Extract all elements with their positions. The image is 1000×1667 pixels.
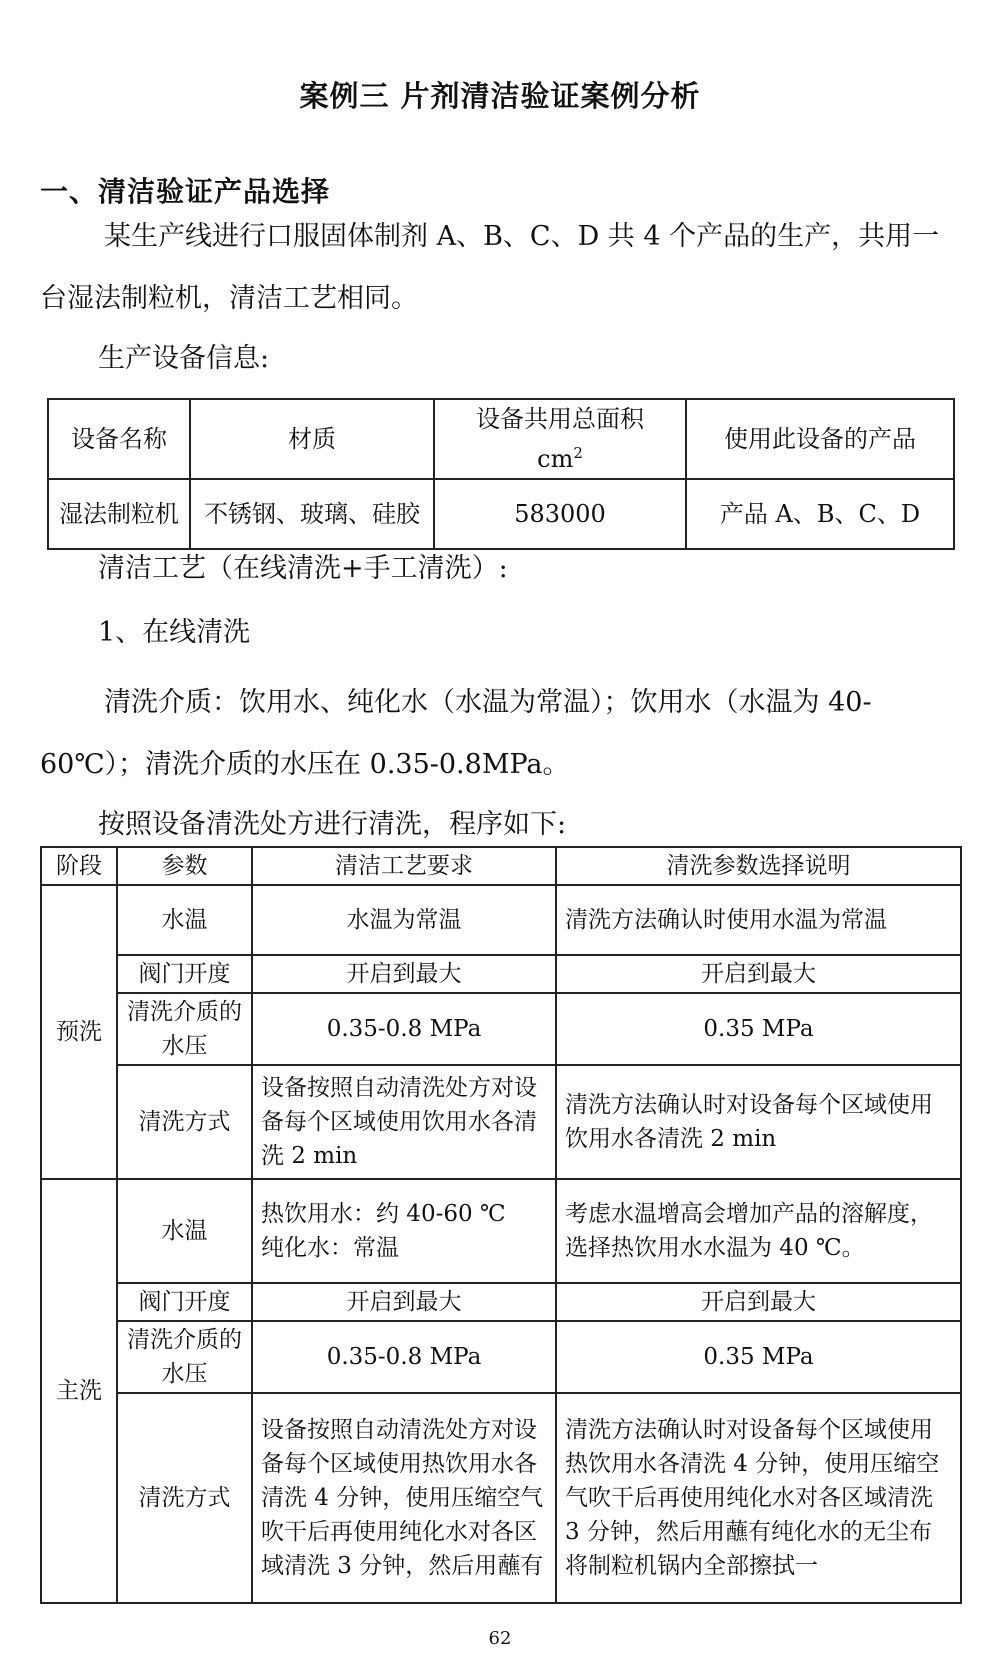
table-row	[41, 1393, 961, 1603]
requirement-cell: 设备按照自动清洗处方对设备每个区域使用热饮用水各清洗 4 分钟，使用压缩空气吹干后再使用纯化水对各区域清洗 3 分钟，然后用蘸有	[252, 1393, 556, 1603]
param-cell: 清洗介质的水压	[117, 993, 252, 1065]
stage-cell: 主洗	[41, 1179, 117, 1603]
process-label: 清洁工艺（在线清洗+手工清洗）:	[98, 553, 508, 584]
param-cell: 水温	[117, 885, 252, 955]
explanation-cell: 清洗方法确认时对设备每个区域使用饮用水各清洗 2 min	[556, 1065, 961, 1179]
table-header-row	[41, 847, 961, 885]
table-row	[48, 479, 954, 549]
page-number: 62	[488, 1628, 512, 1649]
area-cell: 583000	[434, 479, 686, 549]
param-cell: 清洗方式	[117, 1393, 252, 1603]
header-cell: 阶段	[41, 847, 117, 885]
header-cell: 使用此设备的产品	[686, 399, 954, 479]
section-heading: 一、清洁验证产品选择	[40, 175, 331, 208]
area-unit: $cm^2$	[537, 444, 583, 473]
material-cell: 不锈钢、玻璃、硅胶	[190, 479, 434, 549]
explanation-cell: 开启到最大	[556, 1283, 961, 1321]
header-cell	[434, 399, 686, 479]
requirement-cell: 水温为常温	[252, 885, 556, 955]
requirement-cell: 0.35-0.8 MPa	[252, 1321, 556, 1393]
program-intro: 按照设备清洗处方进行清洗，程序如下:	[98, 809, 567, 840]
header-cell: 材质	[190, 399, 434, 479]
equipment-table	[47, 398, 955, 550]
table-row	[41, 955, 961, 993]
explanation-cell: 0.35 MPa	[556, 993, 961, 1065]
header-cell: 清洗参数选择说明	[556, 847, 961, 885]
table-row	[41, 1321, 961, 1393]
process-table	[40, 846, 962, 1604]
table-row	[41, 1179, 961, 1283]
explanation-cell: 考虑水温增高会增加产品的溶解度，选择热饮用水水温为 40 ℃。	[556, 1179, 961, 1283]
requirement-cell: 开启到最大	[252, 1283, 556, 1321]
explanation-cell: 清洗方法确认时对设备每个区域使用热饮用水各清洗 4 分钟，使用压缩空气吹干后再使用纯化水对各区域清洗 3 分钟，然后用蘸有纯化水的无尘布将制粒机锅内全部擦拭一	[556, 1393, 961, 1603]
header-cell: 参数	[117, 847, 252, 885]
param-cell: 阀门开度	[117, 1283, 252, 1321]
requirement-cell: 0.35-0.8 MPa	[252, 993, 556, 1065]
table-header-row	[48, 399, 954, 479]
param-cell: 水温	[117, 1179, 252, 1283]
param-cell: 清洗介质的水压	[117, 1321, 252, 1393]
table-row	[41, 885, 961, 955]
page-title: 案例三 片剂清洁验证案例分析	[299, 79, 701, 113]
param-cell: 阀门开度	[117, 955, 252, 993]
explanation-cell: 清洗方法确认时使用水温为常温	[556, 885, 961, 955]
stage-cell: 预洗	[41, 885, 117, 1179]
explanation-cell: 开启到最大	[556, 955, 961, 993]
step-heading: 1、在线清洗	[98, 617, 251, 648]
table-row	[41, 1065, 961, 1179]
products-cell: 产品 A、B、C、D	[686, 479, 954, 549]
medium-paragraph: 清洗介质：饮用水、纯化水（水温为常温）；饮用水（水温为 40-60℃）；清洗介质的水压在 0.35-0.8MPa。	[40, 687, 872, 780]
table-row	[41, 1283, 961, 1321]
area-header-label: 设备共用总面积	[476, 405, 644, 433]
header-cell: 清洁工艺要求	[252, 847, 556, 885]
explanation-cell: 0.35 MPa	[556, 1321, 961, 1393]
requirement-cell: 开启到最大	[252, 955, 556, 993]
equipment-name-cell: 湿法制粒机	[48, 479, 190, 549]
table-row	[41, 993, 961, 1065]
requirement-cell: 热饮用水：约 40-60 ℃ 纯化水：常温	[252, 1179, 556, 1283]
requirement-cell: 设备按照自动清洗处方对设备每个区域使用饮用水各清洗 2 min	[252, 1065, 556, 1179]
param-cell: 清洗方式	[117, 1065, 252, 1179]
intro-paragraph: 某生产线进行口服固体制剂 A、B、C、D 共 4 个产品的生产，共用一台湿法制粒机，清洁工艺相同。	[40, 221, 940, 314]
equipment-info-label: 生产设备信息:	[98, 343, 270, 374]
header-cell: 设备名称	[48, 399, 190, 479]
